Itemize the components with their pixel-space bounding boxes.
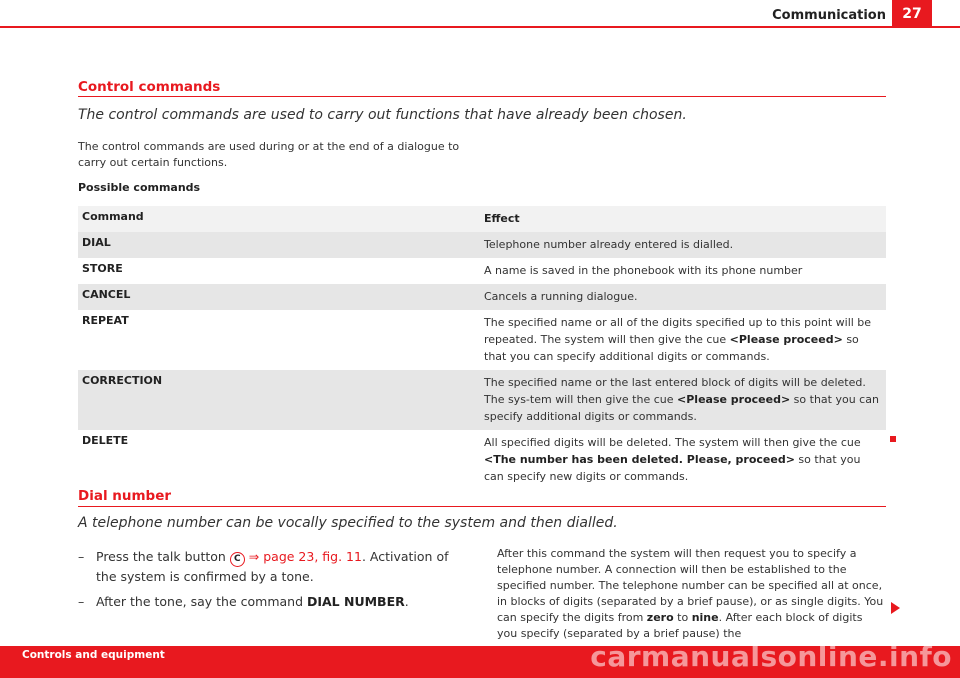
table-row (78, 258, 886, 284)
effect-text: The specified name or the last entered block of digits will be deleted. The sys-tem will then give the cue (484, 376, 866, 406)
command-cell: CANCEL (82, 288, 131, 301)
header-rule (0, 26, 960, 28)
table-row (78, 310, 886, 370)
footer-label: Controls and equipment (22, 649, 165, 661)
effect-text: so that you can specify new digits or commands. (484, 453, 861, 483)
effect-text: All specified digits will be deleted. The system will then give the cue (484, 436, 861, 449)
effect-cell (480, 310, 886, 370)
system-cue: <Please proceed> (677, 393, 791, 406)
effect-cell: Cancels a running dialogue. (484, 290, 638, 303)
table-row (78, 284, 886, 310)
instruction-text: . (404, 594, 409, 609)
command-cell: DIAL (82, 236, 111, 249)
description-text: After this command the system will then request you to specify a telephone number. A connection will then be established to the specified number. The telephone number can be specified all at once, in blocks of digits (separated by a brief pause), or as single digits. You can specify the digits from (497, 547, 884, 624)
list-dash: – (78, 549, 85, 564)
commands-table (78, 206, 886, 490)
command-cell: DELETE (82, 434, 129, 447)
instruction-text: . Activation of the system is confirmed by a tone. (96, 549, 449, 584)
possible-commands-subheading: Possible commands (78, 181, 201, 194)
table-row (78, 232, 886, 258)
page-reference-link[interactable]: ⇒ page 23, fig. 11 (244, 549, 362, 564)
section-heading-control-commands: Control commands (78, 79, 221, 95)
section-intro: A telephone number can be vocally specified to the system and then dialled. (78, 515, 618, 531)
watermark: carmanualsonline.info (590, 640, 952, 673)
talk-button-c-icon: C (230, 552, 245, 567)
effect-cell: A name is saved in the phonebook with its phone number (484, 264, 803, 277)
table-row (78, 370, 886, 430)
page-number: 27 (892, 0, 932, 27)
instruction-text: After the tone, say the command (96, 594, 307, 609)
list-item-text (78, 547, 470, 586)
voice-command: DIAL NUMBER (306, 594, 405, 609)
section-rule (78, 96, 886, 97)
effect-cell (480, 370, 886, 430)
list-item-text (78, 592, 470, 611)
system-cue: <Please proceed> (729, 333, 843, 346)
section-intro: The control commands are used to carry out functions that have already been chosen. (78, 107, 687, 123)
effect-text: The specified name or all of the digits specified up to this point will be repeated. The system will then give the cue (484, 316, 872, 346)
digit-zero: zero (646, 611, 674, 624)
command-cell: CORRECTION (82, 374, 163, 387)
section-rule (78, 506, 886, 507)
table-row (78, 430, 886, 490)
effect-cell (480, 430, 886, 490)
continue-arrow-icon (891, 602, 900, 614)
section-heading-dial-number: Dial number (78, 488, 172, 504)
list-dash: – (78, 594, 85, 609)
list-item (78, 547, 470, 586)
section-body-text: The control commands are used during or at the end of a dialogue to carry out certain functions. (78, 140, 460, 169)
instruction-text: Press the talk button (96, 549, 230, 564)
effect-text: so that you can specify additional digits or commands. (484, 393, 879, 423)
column-header-effect: Effect (484, 212, 520, 225)
column-header-command: Command (82, 210, 144, 223)
command-cell: REPEAT (82, 314, 129, 327)
dial-number-description (497, 546, 885, 642)
command-cell: STORE (82, 262, 123, 275)
table-header-row (78, 206, 886, 232)
chapter-title: Communication (772, 8, 886, 23)
effect-cell: Telephone number already entered is dialled. (484, 238, 734, 251)
description-text: to (673, 611, 692, 624)
description-text: . After each block of digits you specify (separated by a brief pause) the (497, 611, 863, 640)
section-end-marker (890, 436, 896, 442)
system-cue: <The number has been deleted. Please, proceed> (484, 453, 795, 466)
list-item (78, 592, 470, 611)
digit-nine: nine (691, 611, 719, 624)
effect-text: so that you can specify additional digits or commands. (484, 333, 859, 363)
